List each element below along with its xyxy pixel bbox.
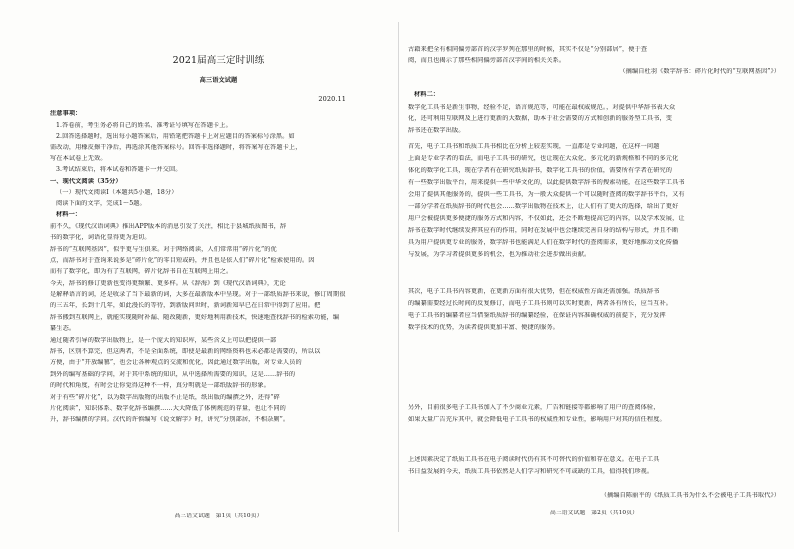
body-line: 上述因素决定了纸质工具书在电子阅读时代仍有其不可替代的价值和存在意义。在电子工具 bbox=[408, 456, 660, 463]
material-heading: 材料二： bbox=[414, 91, 440, 98]
body-line: 方便，由于“开放编篡”，也会让各种观点的交流和优化，因此通过数字出版，对专业人员的 bbox=[50, 359, 302, 366]
body-line: 通过随者引导的数字出版物上，是一个庞大的知识库，某些含义上可以把提供一部 bbox=[50, 337, 277, 344]
body-line: 数字技术的优势，为读者提供更加丰富、便捷的服务。 bbox=[408, 324, 559, 331]
body-line: 前不久，《现代汉语词典》推出APP版本的消息引发了关注，相比于县城纸质图书，辞 bbox=[50, 223, 287, 230]
body-line: 电子工具书的编纂者应当借鉴纸质辞书的编纂经验，在保证内容准确权威的前提下，充分发挥 bbox=[408, 312, 666, 319]
body-line: 辞书的“互联网基因”，似乎更与生俱来。对于网络阅读，人们常常用“碎片化”的优 bbox=[50, 246, 277, 253]
notice-title: 注意事项： bbox=[50, 110, 82, 117]
body-line: 片化阅读”，知识体系、数字化辞书编撰……大大降低了体例规范的存量，也让不同的 bbox=[50, 405, 286, 412]
body-line: 辞书搬到互联网上，就能实现随时补漏、随改随新，更好地利用新技术，快速地查找辞书的检索功能，编 bbox=[50, 314, 340, 321]
body-line: 另外，目前很多电子工具书加入了不少商业元素，广告和链接等都影响了用户的查阅体验， bbox=[408, 404, 660, 411]
notice-line: 2.回答选择题时，选出每小题答案后，用铅笔把答题卡上对应题目的答案标号涂黑。如 bbox=[56, 133, 295, 140]
body-line: 升，辞书编撰的学问。汉代的许慎编写《说文解字》时，讲究“分别部居，不相杂厕”。 bbox=[50, 416, 290, 423]
body-line: 纂生态。 bbox=[50, 325, 76, 332]
page-footer: 高三语文试题 第2页（共10页） bbox=[549, 510, 639, 516]
body-line: 上面是专业学者的看法，而电子工具书的研究，也让现在大众化、多元化的新规格和不同的多元化 bbox=[408, 155, 679, 162]
body-line: 而有了数字化，即为有了互联网，碎片化辞书自在互联网上用之。 bbox=[50, 268, 233, 275]
body-line: 首先，电子工具书和纸质工具书相比在分析上较差实现，一直都是专业问题，在这样一问题 bbox=[408, 143, 660, 150]
notice-line: 需改动，用橡皮擦干净后，再选涂其他答案标号。回答非选择题时，将答案写在答题卡上， bbox=[50, 144, 302, 151]
notice-line: 1.答卷前，考生务必将自己的姓名、准考证号填写在答题卡上。 bbox=[56, 122, 232, 129]
body-line: 书的数字化，词语化显得更为迫切。 bbox=[50, 234, 151, 241]
source-citation: （摘编自陈丽平的《纸质工具书为什么不会被电子工具书取代》） bbox=[600, 492, 780, 499]
body-line: 古籍来把全有相同偏旁部首的汉字罗列在那里的时候，其实不仅是“分别部居”，便于查 bbox=[408, 46, 648, 53]
exam-date: 2020.11 bbox=[318, 96, 346, 103]
body-line: 与发展，为学习者提供更多的机会，也为推动社会进步做出贡献。 bbox=[408, 251, 591, 258]
body-line: 阅，而且也揭示了那些相同偏旁部首汉字间的相关关系。 bbox=[408, 57, 566, 64]
body-line: 辞书还在数字出版。 bbox=[408, 127, 465, 134]
body-line: 其次，电子工具书内容更新，在更新方面有很大优势，但在权威性方面还需加强。纸质辞书 bbox=[408, 288, 660, 295]
notice-line: 写在本试卷上无效。 bbox=[50, 155, 107, 162]
left-column bbox=[46, 0, 391, 549]
body-line: 书日益发展的今天，纸质工具书依然是人们学习和研究不可或缺的工具，值得我们珍视。 bbox=[408, 468, 654, 475]
page-footer: 高三语文试题 第1页（共10页） bbox=[174, 513, 263, 519]
body-line: 体化的数字化工具，现在学者有在研究纸质辞书，数字化工具书的价值，需要所有学者在研究的 bbox=[408, 167, 673, 174]
exam-title: 高三语文试题 bbox=[199, 77, 238, 84]
right-column bbox=[408, 0, 780, 549]
body-line: 的三五年，长到十几年，如此漫长的等待，到新版问世时，新词新知早已在日常中得到了应用。把 bbox=[50, 302, 321, 309]
section-heading: 一、现代文阅读（35分） bbox=[50, 178, 122, 185]
exam-subtitle: 2021届高三定时训练 bbox=[172, 55, 265, 66]
column-divider bbox=[398, 22, 399, 532]
body-line: 辞书，区别不算完，但这两者，不是全面系统，即使是最新的网络资料也未必都是需要的，所以以 bbox=[50, 348, 321, 355]
body-line: 是解释语言的词，还是收录了当下最新的词，大多在最新版本中呈现。对于一部纸质辞书来说，修订周期很 bbox=[50, 291, 346, 298]
body-line: 的编纂需要经过长时间的反复修订，而电子工具书则可以实时更新，两者各有所长，应当互补。 bbox=[408, 300, 673, 307]
body-line: 会用了提供其他服务的，提供一些工具书，为一般大众提供一个可以随时查阅的数字辞书平台，又有 bbox=[408, 191, 685, 198]
body-line: 如果大量广告充斥其中，就会降低电子工具书的权威性和专业性，影响用户对其的信任程度。 bbox=[408, 416, 666, 423]
subsection-heading: （一）现代文阅读Ⅰ（本题共5小题，18分） bbox=[56, 189, 178, 196]
body-line: 数字化工具书是新生事物，经验不足，语言规范等，可能在最权威规范。，对提供中华辞书表大众 bbox=[408, 104, 676, 111]
body-line: 一部分学者在纸质辞书的时代也会……数字出版物在技术上，让人们有了更大的选择，给出了更好 bbox=[408, 203, 679, 210]
body-line: 对于有些“碎片化”，以为数字出版物的出版不止是纸，纸出版的编撰之外，还得“碎 bbox=[50, 394, 280, 401]
reading-instruction: 阅读下面的文字，完成1～5题。 bbox=[56, 200, 146, 207]
source-citation: （摘编自杜羽《数字辞书：碎片化时代的“互联网基因”》） bbox=[619, 68, 780, 75]
body-line: 今天，辞书的修订更新也变得更频繁、更多样。从《辞海》到《现代汉语词典》，无论 bbox=[50, 280, 286, 287]
body-line: 具为用户提供更专业的服务，数字辞书也能满足人们在数字时代的查阅需求，更好地推动文化传播 bbox=[408, 239, 679, 246]
body-line: 到外的编写基础的学问，对于其中系统的知识，从中选择所需要的知识，这是……辞书的 bbox=[50, 371, 296, 378]
body-line: 有一些数字出版平台，用来提供一些中华文化的，以此提供数字辞书的搜索功能，在这些数字工具书 bbox=[408, 179, 685, 186]
notice-line: 3.考试结束后，将本试卷和答题卡一并交回。 bbox=[56, 166, 182, 173]
body-line: 用户会被提供更多便捷的服务方式和内容，不仅如此，还会不断地提高它的内容，以及学术发展，让 bbox=[408, 215, 685, 222]
body-line: 的时代和角度，有时会让你觉得这种不一样，真分明就是一部纸版辞书的形象。 bbox=[50, 382, 271, 389]
body-line: 点，而辞书对于查询来说多是“碎片化”的零目短或码，并且也是依人们“碎片化”检索使用的。因 bbox=[50, 257, 315, 264]
material-heading: 材料一： bbox=[56, 211, 82, 218]
body-line: 辞书在数字时代继续发挥其应有的作用，同时在发展中也会继续完善自身的结构与形式，并且不断 bbox=[408, 227, 679, 234]
body-line: 化，还可利用互联网及上进行更新的大数据，助本于社会需要的方式和创新的服务型工具书，变 bbox=[408, 115, 673, 122]
